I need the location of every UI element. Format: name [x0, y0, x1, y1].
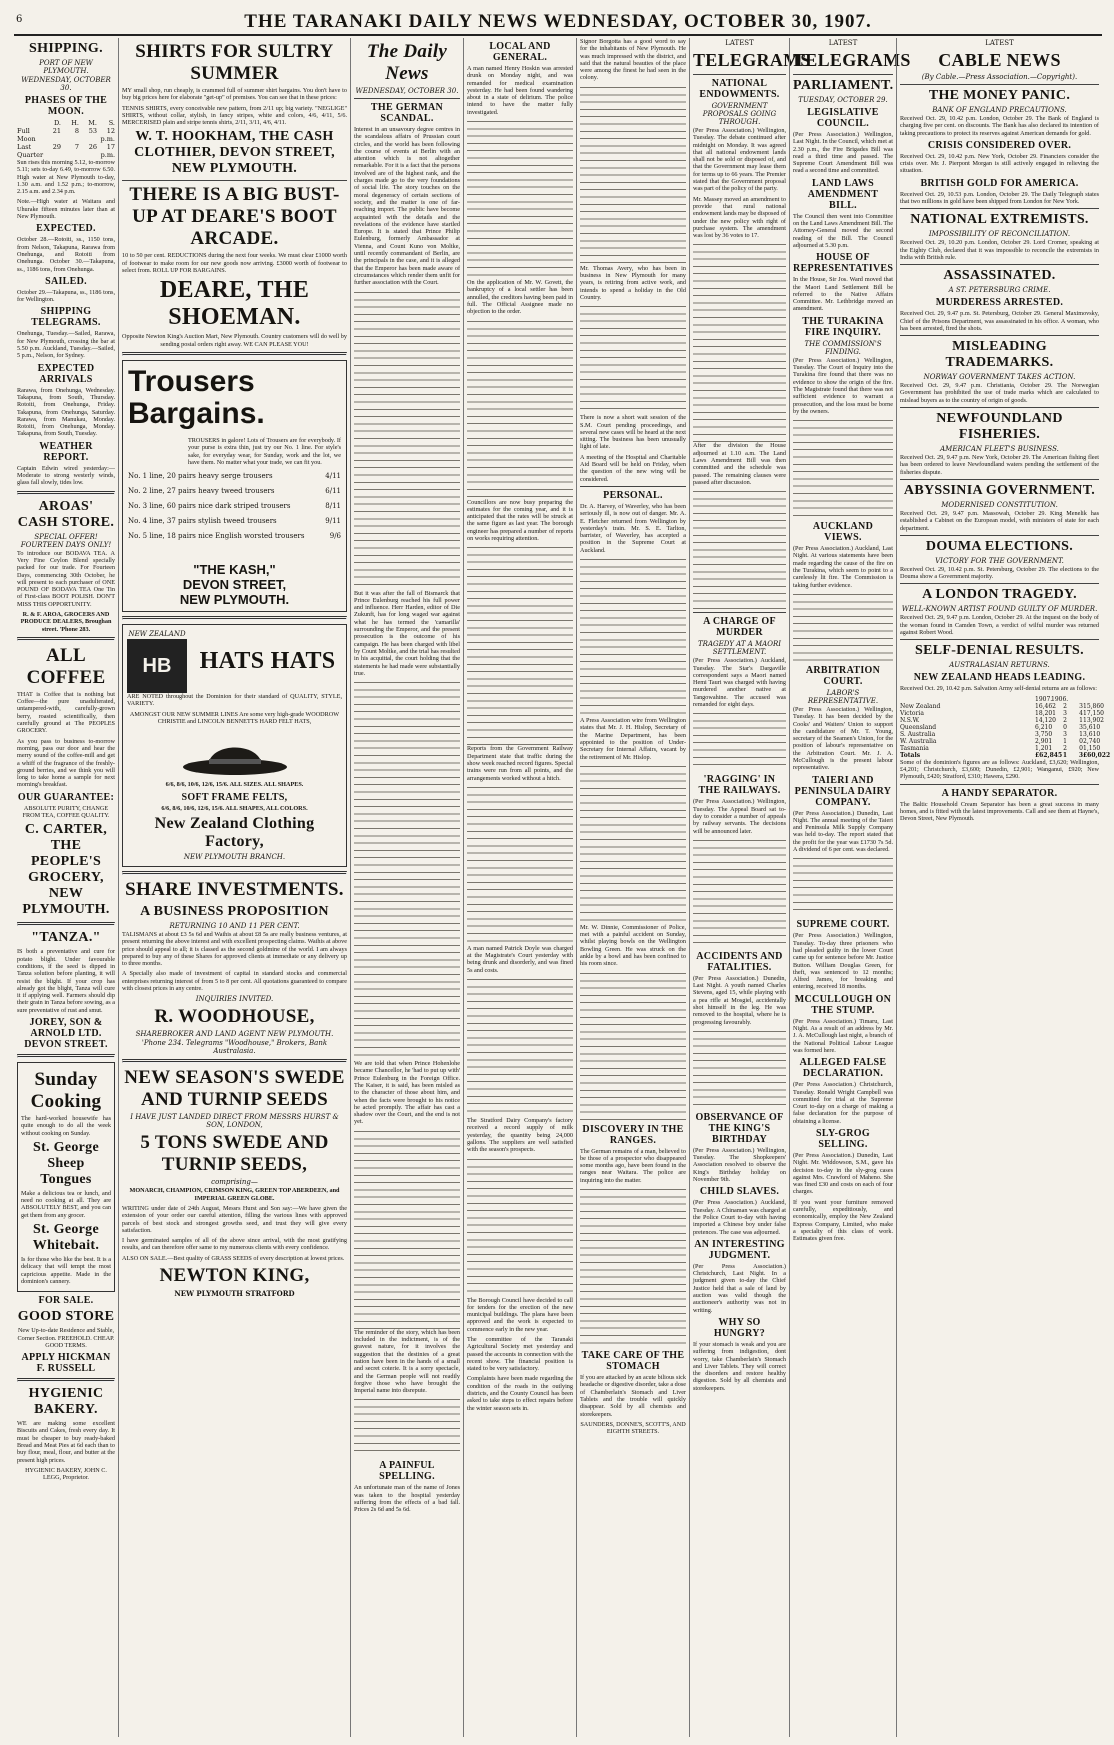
extremists-heading: NATIONAL EXTREMISTS. [910, 212, 1089, 228]
aroas-body: To introduce our BODAVA TEA. A Very Fine Ceylon Blend specially packed for our trade. For Fourteen Days, commencing 30th October, he will present to each purchaser of ONE POUND OF BODAVA TEA One Tin of First-class BOOT POLISH. DON'T MISS THIS OPPORTUNITY. [17, 549, 115, 608]
news-text-block [693, 711, 786, 771]
shirts-body-2: TENNIS SHIRTS, every conceivable new pattern, from 2/11 up; big variety. "NEGLIGE" SHIRTS, without collar, stylish, in fancy stripes, white and colors, 4/6, 4/11, 5/6. MERCERISED plain and stripe tennis shirts, 2/11, 3/11, 4/6, 4/11. [122, 104, 347, 127]
national-endowments-body: (Per Press Association.) Wellington, Tuesday. The debate continued after midnight on Monday. It was agreed that all national endowment lands shall not be sold or disposed of, and that the Government may lease them for terms up to 66 years. The Premier stated that the Government proposal was part of the policy of the party. [693, 127, 786, 193]
railways-heading: 'RAGGING' IN THE RAILWAYS. [698, 774, 781, 797]
hats-prices: 6/6, 8/6, 10/6, 12/6, 15/6. ALL SIZES. ALL SHAPES. [165, 781, 304, 789]
nzcf-heading: New Zealand Clothing Factory, [154, 814, 315, 850]
divider [693, 612, 786, 613]
bargains-title: Bargains. [128, 396, 265, 430]
good-store-heading: GOOD STORE [17, 1309, 115, 1325]
editorial-text-block [354, 1129, 460, 1329]
news-text-block [793, 418, 893, 518]
sailed-text: October 29.—Takapuna, ss., 1186 tons, for Wellington. [17, 288, 115, 304]
moon-row: Full Moon 21 8 53 12 p.m. [17, 127, 115, 143]
masthead [14, 10, 1102, 36]
stomach-body: If you are attacked by an acute bilious sick headache or digestive disorder, take a dose of Chamberlain's Stomach and Liver Tablets and the trouble will quickly disappear. Sold by all chemists and storekeepers. [580, 1374, 686, 1418]
coffee-body: THAT is Coffee that is nothing but Coffee—the pure unadulterated, untampered-with, carefully-grown berry, roasted scientifically, then carefully ground at The PEOPLES GROCERY. [17, 690, 115, 735]
local-heading: LOCAL AND GENERAL. [489, 41, 551, 63]
national-endowments-sub: GOVERNMENT PROPOSALS GOING THROUGH. [702, 102, 777, 126]
coffee-heading: ALL COFFEE [26, 644, 106, 688]
seeds-heading: NEW SEASON'S SWEDE AND TURNIP SEEDS [124, 1067, 345, 1111]
scandal-body-3: We are told that when Prince Hohenlohe became Chancellor, he 'had to put up with' Prince Eulenburg in the Foreign Office. The Kaiser, it is said, has been misled as to the character of those about him, and when the facts were brought to his notice he acted promptly. The affair has cast a shadow over the Court, and the end is not yet. [354, 1060, 460, 1126]
seeds-sub: I HAVE JUST LANDED DIRECT FROM MESSRS HURST & SON, LONDON, [130, 1113, 339, 1130]
news-text-block [467, 1157, 573, 1297]
table-row: S. Australia 3,750 3 1 3,610 [900, 730, 1101, 738]
tongues-heading: St. George Sheep Tongues [33, 1139, 99, 1187]
local-cont-2: Mr. Thomas Avery, who has been in business in New Plymouth for many years, is retiring from active work, and intends to spend a holiday in the Old Country. [580, 264, 686, 301]
hats-header [127, 629, 342, 693]
railways-body: (Per Press Association.) Wellington, Tuesday. The Appeal Board sat to-day to consider a number of appeals by railway servants. The decisions will be announced later. [693, 798, 786, 835]
self-denial-body: Some of the dominion's figures are as follows: Auckland, £3,620; Wellington, £4,201; Christchurch, £3,600; Dunedin, £2,901; Wanganui, £920; New Plymouth, £420; Stratford, £310; Hawera, £290. [900, 758, 1099, 781]
accidents-body: (Per Press Association.) Dunedin, Last Night. A youth named Charles Stevens, aged 15, while playing with a pea rifle at Mosgiel, accidentally shot himself in the leg. He was removed to the hospital, where he is progressing favourably. [693, 974, 786, 1026]
table-header: 1907. 1906. [1035, 695, 1069, 703]
british-gold-body: Received Oct. 29, 10.53 p.m. London, October 29. The Daily Telegraph states that two millions in gold have been shipped from London for New York. [900, 190, 1099, 206]
deare-heading: DEARE, THE SHOEMAN. [159, 277, 310, 331]
page-number: 6 [16, 14, 23, 25]
shirts-body: MY small shop, run cheaply, is crammed full of summer shirt bargains. You don't have to buy big prices here for elaborate "get-up" of premises. You can see that in these prices: [122, 87, 347, 102]
table-row: Victoria 18,201 3 4 17,150 [900, 709, 1104, 717]
aroas-heading: AROAS' CASH STORE. [17, 498, 115, 530]
whitebait-body: Is for those who like the best. It is a delicacy that will tempt the most capricious appetite. Made in the dominion's cannery. [21, 1256, 111, 1285]
abyssinia-heading: ABYSSINIA GOVERNMENT. [903, 482, 1096, 498]
divider [900, 335, 1099, 336]
news-text-block [467, 119, 573, 279]
table-row: W. Australia 2,901 1 0 2,740 [900, 737, 1101, 745]
cable-news-sub: (By Cable.—Press Association.—Copyright). [921, 73, 1078, 81]
expected-heading: EXPECTED. [36, 223, 96, 235]
weather-text: Captain Edwin wired yesterday:— Moderate to strong westerly winds, glass fall slowly, tides low. [17, 464, 115, 487]
news-text-block [467, 785, 573, 945]
bust-up-heading: THERE IS A BIG BUST-UP AT DEARE'S BOOT ARCADE. [129, 184, 340, 250]
scandal-body: Interest in an unsavoury degree centres in the scandalous affairs of Prussian court circles, and the world has been following the course of events at Berlin with an attention which is not altogether remarkable. For it is a fact that the persons involved are of the highest rank, and the charges made go to the very foundations of social life. The story touches on the moral degeneracy of certain sections of society, and the matter is one of far-reaching import. The public have become acquainted with the details and the revelations of the evidence have startled Europe. It is stated that Prince Philip Eulenburg, formerly Ambassador at Vienna, and Count Kuno von Moltke, until recently commandant of Berlin, are the principals in the case, and it is alleged that the Emperor has been made aware of circumstances which render them unfit for further association with the Court. [354, 126, 460, 287]
national-endowments-body-3: After the division the House adjourned at 1.10 a.m. The Land Laws Amendment Bill was then committed and the schedule was passed. The remaining clauses were passed after discussion. [693, 442, 786, 486]
painful-body: An unfortunate man of the name of Jones was taken to the hospital yesterday suffering from the effects of a bad fall. Prices 2s 6d and 5s 6d. [354, 1484, 460, 1514]
divider [900, 208, 1099, 209]
local-body-5: A man named Patrick Doyle was charged at the Magistrate's Court yesterday with being drunk and disorderly, and was fined 5s and costs. [467, 944, 573, 974]
news-text-block [467, 977, 573, 1117]
table-row: New Zealand 16,462 2 3 15,860 [900, 702, 1104, 710]
local-body: A man named Henry Hoskin was arrested drunk on Monday night, and was remanded for medical examination yesterday. He had been found wandering about in a state of delirium. The police intend to have the matter fully investigated. [467, 65, 573, 116]
separator-heading: A HANDY SEPARATOR. [941, 787, 1058, 799]
trousers-price-list [128, 469, 341, 544]
auckland-views-heading: AUCKLAND VIEWS. [812, 521, 874, 544]
abyssinia-sub: MODERNISED CONSTITUTION. [941, 500, 1058, 509]
news-text-block [580, 557, 686, 717]
parliament-date: TUESDAY, OCTOBER 29. [798, 96, 888, 104]
news-text-block [580, 304, 686, 414]
bust-up-body: 10 to 50 per cent. REDUCTIONS during the next four weeks. We must clear £1000 worth of footwear to make room for our new goods now arriving. £3000 worth of footwear to select from. ROLL UP FOR BARGAINS. [122, 252, 347, 275]
list-item: No. 3 line, 60 pairs nice dark striped trousers 8/11 [128, 502, 341, 511]
seeds-kinds: MONARCH, CHAMPION, CRIMSON KING, GREEN TOP ABERDEEN, and IMPERIAL GREEN GLOBE. [129, 1187, 340, 1202]
woodhouse-sub: SHAREBROKER AND LAND AGENT NEW PLYMOUTH. [135, 1030, 334, 1039]
aroas-special: SPECIAL OFFER! FOURTEEN DAYS ONLY! [20, 532, 112, 549]
hat-illustration-icon [180, 729, 290, 777]
self-denial-table [900, 695, 1111, 759]
divider [900, 407, 1099, 408]
money-panic-heading: THE MONEY PANIC. [928, 88, 1071, 103]
column-1 [14, 38, 118, 1737]
sunday-body: The hard-worked housewife has quite enough to do all the week without cooking on Sunday. [21, 1115, 111, 1137]
business-body-2: A Specially also made of investment of capital in standard stocks and commercial enterprises returning interest of from 5 to 8 per cent. All quotations guaranteed to compare with closest prices in any centre. [122, 970, 347, 993]
column-4 [463, 38, 576, 1737]
woodhouse-phone: 'Phone 234. Telegrams "Woodhouse," Brokers, Bank Australasia. [141, 1039, 328, 1056]
abyssinia-body: Received Oct. 29, 9.47 p.m. Massowah, October 29. King Menelik has established a Cabinet on the European model, with ministers of state for each department. [900, 509, 1099, 532]
local-cont-3: There is now a short wait session of the S.M. Court pending proceedings, and several new cases will be heard at the next sitting. The business has been unusually light of late. [580, 414, 686, 451]
list-item: No. 2 line, 27 pairs heavy tweed trousers 6/11 [128, 487, 341, 496]
assassinated-sub: A ST. PETERSBURG CRIME. [948, 286, 1051, 295]
column-3 [350, 38, 463, 1737]
apply-line: APPLY HICKMAN F. RUSSELL [21, 1352, 111, 1375]
trademarks-body: Received Oct. 29, 9.47 p.m. Christiania, October 29. The Norwegian Government has prohibited the use of trade marks which are calculated to mislead buyers as to the country of origin of goods. [900, 382, 1099, 404]
arrivals-text: Rarawa, from Onehunga, Wednesday. Takapuna, from South, Thursday. Rotoiti, from Onehunga, Friday. Takapuna, from Onehunga, Saturday. Rarawa, from Manukau, Monday. Rotoiti, from Onehunga, Monday. Takapuna, from South, Tuesday. [17, 386, 115, 438]
newfoundland-heading: NEWFOUNDLAND FISHERIES. [936, 411, 1063, 443]
mccullough-heading: MCCULLOUGH ON THE STUMP. [794, 993, 892, 1016]
national-endowments-body-2: Mr. Massey moved an amendment to provide that rural national endowment lands may be disposed of under the new policy with right of purchase system. The amendment was lost by 36 votes to 17. [693, 195, 786, 240]
scandal-heading: THE GERMAN SCANDAL. [370, 102, 444, 124]
news-text-block [693, 838, 786, 948]
accidents-heading: ACCIDENTS AND FATALITIES. [696, 950, 783, 973]
tanza-heading: "TANZA." [31, 930, 101, 946]
divider [900, 784, 1099, 785]
news-text-block [467, 545, 573, 745]
murderess-heading: MURDERESS ARRESTED. [935, 297, 1064, 309]
trademarks-heading: MISLEADING TRADEMARKS. [945, 339, 1054, 371]
weather-heading: WEATHER REPORT. [39, 440, 93, 463]
auckland-views-body: (Per Press Association.) Auckland, Last Night. At various statements have been made regarding the cause of the fire on the Turakina, which seem to point to a carelessly lit fire. The Commission is taking further evidence. [793, 545, 893, 589]
shipping-heading: SHIPPING. [29, 41, 103, 56]
judgment-body: (Per Press Association.) Christchurch, Last Night. In a judgment given to-day the Chief Justice held that a sale of land by auction was valid though the auctioneer's authority was not in writing. [693, 1262, 786, 1314]
masthead-title: THE TARANAKI DAILY NEWS WEDNESDAY, OCTOBER 30, 1907. [244, 11, 872, 32]
divider [122, 616, 347, 620]
douma-heading: DOUMA ELECTIONS. [925, 538, 1074, 554]
council-heading: LEGISLATIVE COUNCIL. [807, 107, 879, 129]
discovery-heading: DISCOVERY IN THE RANGES. [582, 1123, 684, 1146]
tide-note: Sun rises this morning 5.12, to-morrow 5.11; sets to-day 6.49, to-morrow 6.50. High water at New Plymouth to-day, 1.30 a.m. and 1.52 p.m.; to-morrow, 2.15 a.m. and 2.34 p.m. [17, 159, 115, 196]
column-7 [789, 38, 911, 1737]
commission-heading: THE COMMISSION'S FINDING. [804, 339, 882, 356]
separator-body: The Baltic Household Cream Separator has been a great success in many homes, and is fitted with the latest improvements. Call and see them at Hayne's, Devon Street, New Plymouth. [900, 800, 1099, 823]
house-heading: HOUSE OF REPRESENTATIVES [793, 252, 894, 275]
national-endowments-heading: NATIONAL ENDOWMENTS. [699, 78, 780, 100]
news-text-block [467, 319, 573, 499]
telegrams-heading: TELEGRAMS [793, 50, 911, 70]
date-line: WEDNESDAY, OCTOBER 30. [21, 76, 111, 92]
divider [17, 922, 115, 926]
news-text-block [693, 242, 786, 442]
business-sub: RETURNING 10 AND 11 PER CENT. [169, 921, 300, 930]
soft-felts-prices: 6/6, 8/6, 10/6, 12/6, 15/6. ALL SHAPES, ALL COLORS. [161, 804, 308, 812]
expected-text: October 28.—Rotoiti, ss., 1150 tons, from Nelson, Takapuna, Rarawa from Onehunga, and Rotoiti from Onehunga. October 30.—Takapuna, ss., 1186 tons, from Onehunga. [17, 236, 115, 273]
seeds-body: WRITING under date of 24th August, Messrs Hurst and Son say:—We have given the extension of your order our careful attention, filling the various lines with approved parcels of best stock and strongest growths seed, and trust they will give every satisfaction. [122, 1204, 347, 1234]
kings-birthday-heading: OBSERVANCE OF THE KING'S BIRTHDAY [695, 1111, 784, 1145]
divider [17, 491, 115, 495]
personal-body: Dr. A. Harvey, of Waverley, who has been seriously ill, is now out of danger. Mr. A. E. Fletcher returned from Wellington by yesterday's train. Mr. S. E. Tarlton, barrister, of Waverley, has accepted a position in the Supreme Court at Auckland. [580, 502, 686, 554]
child-slaves-body: (Per Press Association.) Auckland, Tuesday. A Chinaman was charged at the Police Court to-day with having imported a Chinese boy under false pretences. The case was adjourned. [693, 1199, 786, 1236]
local-body-3: Councillors are now busy preparing the estimates for the coming year, and it is anticipated that the rates will be struck at the same figure as last year. The borough engineer has prepared a number of reports on works requiring attention. [467, 498, 573, 543]
house-body: In the House, Sir Jos. Ward moved that the Maori Land Settlement Bill be referred to the Native Affairs Committee. Mr. Lethbridge moved an amendment. [793, 276, 893, 313]
editorial-text-block [354, 290, 460, 590]
land-laws-body: The Council then went into Committee on the Land Laws Amendment Bill. The Attorney-General moved the second reading of the Bill. The Council adjourned at 5.30 p.m. [793, 212, 893, 249]
port-line: PORT OF NEW PLYMOUTH. [39, 59, 93, 75]
coffee-body-2: As you pass to business to-morrow morning, pass our door and hear the merry sound of the coffee-mill and get a whiff of the fragrance of the freshly-ground berries, and we think you will long to take home a sample for next morning's breakfast. [17, 737, 115, 789]
editorial-date: WEDNESDAY, OCTOBER 30. [355, 87, 459, 95]
table-row: N.S.W. 14,120 2 1 13,902 [900, 716, 1104, 724]
judgment-heading: AN INTERESTING JUDGMENT. [694, 1238, 785, 1261]
nzcf-sub: NEW PLYMOUTH BRANCH. [183, 852, 286, 861]
table-row: Queensland 6,210 0 3 5,610 [900, 723, 1101, 731]
false-declaration-body: (Per Press Association.) Christchurch, Tuesday. Ronald Wright Campbell was committed for trial at the Supreme Court to-day on a charge of making a false declaration for the purpose of obtaining a license. [793, 1081, 893, 1125]
divider [793, 74, 893, 75]
sale-heading: FOR SALE. [38, 1295, 94, 1307]
divider [580, 486, 686, 487]
hungry-heading: WHY SO HUNGRY? [713, 1316, 766, 1339]
extremists-body: Received Oct. 29, 10.20 p.m. London, October 29. Lord Cromer, speaking at the Eighty Club, declared that it was impossible to reconcile the extremists in India with British rule. [900, 239, 1099, 261]
sly-grog-heading: SLY-GROG SELLING. [816, 1128, 870, 1150]
sunday-heading: Sunday Cooking [30, 1069, 102, 1112]
news-text-block [693, 489, 786, 609]
murder-sub: TRAGEDY AT A MAORI SETTLEMENT. [698, 640, 781, 657]
parliament-heading: PARLIAMENT. [793, 78, 894, 93]
moon-heading: PHASES OF THE MOON. [24, 95, 108, 117]
mccullough-body: (Per Press Association.) Timaru, Last Night. As a result of an address by Mr. J. A. McCullough last night, a branch of the National Political Labour League was formed here. [793, 1017, 893, 1054]
labor-heading: LABOR'S REPRESENTATIVE. [807, 688, 879, 705]
local-body-4: Reports from the Government Railway Department state that traffic during the show week reached record figures. Special trains were run from all points, and the arrangements worked without a hitch. [467, 745, 573, 782]
list-item: No. 5 line, 18 pairs nice English worsted trousers 9/6 [128, 532, 341, 541]
hats-logo-block [127, 629, 187, 693]
furniture-removal-ad: If you want your furniture removed carefully, expeditiously, and economically, employ the New Zealand Express Company, Limited, who make a specialty of this class of work. Estimates given free. [793, 1198, 893, 1243]
assassinated-heading: ASSASSINATED. [943, 268, 1056, 284]
hats-lines: AMONGST OUR NEW SUMMER LINES Are some very high-grade WOODROW CHRISTIE and LINCOLN BENNETTS HARD FELT HATS, [129, 710, 340, 726]
arbitration-heading: ARBITRATION COURT. [805, 664, 881, 687]
divider [122, 180, 347, 181]
deare-body: Opposite Newton King's Auction Mart, New Plymouth. Country customers will do well by sending postal orders right away. WE CAN PLEASE YOU! [122, 333, 347, 348]
divider [17, 1378, 115, 1382]
labor-body: (Per Press Association.) Wellington, Tuesday. It has been decided by the Cooks' and Waiters' Union to support the candidature of Mr. T. Young, secretary of the Seamen's Union, for the position of labour's representative on the Arbitration Court. Mr. J. A. McCullough is the present labour representative. [793, 705, 893, 772]
council-body: (Per Press Association.) Wellington, Last Night. In the Council, which met at 2.30 p.m., the Fire Brigades Bill was read a third time and passed. The Supreme Court Amendment Bill was read a second time and committed. [793, 131, 893, 175]
local-cont-4: A meeting of the Hospital and Charitable Aid Board will be held on Friday, when the question of the new wing will be considered. [580, 453, 686, 483]
telegrams-heading: TELEGRAMS [693, 50, 811, 70]
nz-leading-heading: NEW ZEALAND HEADS LEADING. [913, 672, 1086, 684]
divider [900, 84, 1099, 85]
divider [122, 352, 347, 356]
supreme-court-heading: SUPREME COURT. [796, 919, 890, 931]
guarantee-text: ABSOLUTE PURITY, CHANGE FROM TEA, COFFEE QUALITY. [22, 804, 110, 820]
sailed-heading: SAILED. [45, 275, 87, 287]
editorial-text-block [354, 680, 460, 1060]
british-gold-heading: BRITISH GOLD FOR AMERICA. [920, 177, 1079, 189]
guarantee-heading: OUR GUARANTEE: [17, 791, 115, 803]
whitebait-heading: St. George Whitebait. [32, 1222, 100, 1254]
divider [900, 479, 1099, 480]
stomach-heading: TAKE CARE OF THE STOMACH [581, 1350, 685, 1373]
kash-line-3: NEW PLYMOUTH. [179, 592, 290, 608]
newfoundland-sub: AMERICAN FLEET'S BUSINESS. [940, 445, 1059, 454]
arrivals-heading: EXPECTED ARRIVALS [37, 362, 95, 385]
local-body-2: On the application of Mr. W. Govett, the bankruptcy of a local settler has been annulled, the creditors having been paid in full. The Official Assignee made no objection to the order. [467, 279, 573, 316]
column-8 [896, 38, 1111, 1737]
jorey-heading: JOREY, SON & ARNOLD LTD. DEVON STREET. [24, 1017, 108, 1050]
commission-body: (Per Press Association.) Wellington, Tuesday. The Court of Inquiry into the Turakina fire found that there was no evidence to show the origin of the fire. The Magistrate found that there was not sufficient evidence to warrant a prosecution, and the loss must be borne by the owners. [793, 356, 893, 415]
london-tragedy-body: Received Oct. 29, 9.47 p.m. London, October 29. At the inquest on the body of the woman found in Camden Town, a verdict of wilful murder was returned against Robert Wood. [900, 614, 1099, 637]
table-total-row: Totals £62,845 1 3 £60,022 [900, 751, 1111, 759]
hookham-heading: W. T. HOOKHAM, THE CASH CLOTHIER, DEVON STREET, NEW PLYMOUTH. [134, 129, 335, 177]
personal-body-2: A Press Association wire from Wellington states that Mr. J. H. Hislop, Secretary of the Marine Department, has been appointed to the position of Under-Secretary for Internal Affairs, vacant by the retirement of Mr. Hislop. [580, 717, 686, 761]
self-denial-sub: AUSTRALASIAN RETURNS. [949, 661, 1050, 670]
daily-news-logo: The Daily News [366, 41, 448, 84]
money-panic-sub: BANK OF ENGLAND PRECAUTIONS. [932, 106, 1067, 114]
shipping-telegrams-heading: SHIPPING TELEGRAMS. [31, 306, 101, 329]
business-body: TALISMANS at about £3 5s 6d and Waihis at about £8 5s are really business ventures, at present returning the above interest and with excellent prospecting claims. Waihis at above price should appeal to all; it is classed as the second goldmine of the world. I am always prepared to buy any of these Shares for approved clients at immediate or any delivery up to three months. [122, 930, 347, 968]
bakery-body: WE are making some excellent Biscuits and Cakes, fresh every day. It must be cheaper to buy ready-baked Bread and Meat Pies at 6d each than to buy flour, meal, flour, and butter at the present high prices. [17, 1420, 115, 1464]
column-6 [689, 38, 811, 1737]
douma-sub: VICTORY FOR THE GOVERNMENT. [935, 556, 1064, 565]
woodhouse-heading: R. WOODHOUSE, [154, 1006, 315, 1028]
land-laws-heading: LAND LAWS AMENDMENT BILL. [807, 177, 879, 211]
local-body-7: The Borough Council have decided to call for tenders for the erection of the new municipal buildings. The plans have been approved and the work is expected to commence early in the new year. [467, 1296, 573, 1333]
hb-logo: HB [127, 639, 187, 693]
kash-line-1: "THE KASH," [193, 562, 276, 578]
latest-label: LATEST [985, 39, 1014, 47]
divider [122, 1059, 347, 1063]
local-body-8: The committee of the Taranaki Agricultural Society met yesterday and passed the accounts in connection with the recent show. The financial position is stated to be very satisfactory. [467, 1335, 573, 1373]
taieri-heading: TAIERI AND PENINSULA DAIRY COMPANY. [794, 774, 892, 808]
column-2 [118, 38, 350, 1737]
false-declaration-heading: ALLEGED FALSE DECLARATION. [799, 1057, 887, 1080]
hats-heading: HATS HATS [199, 648, 336, 675]
carter-heading: C. CARTER, THE PEOPLE'S GROCERY, NEW PLYMOUTH. [22, 822, 110, 918]
divider [900, 583, 1099, 584]
latest-label: LATEST [828, 39, 858, 47]
aroas-signature: R. & F. AROA, GROCERS AND PRODUCE DEALERS, Broughan street. 'Phone 283. [20, 610, 112, 633]
list-item: No. 1 line, 20 pairs heavy serge trousers 4/11 [128, 472, 341, 481]
good-store-body: New Up-to-date Residence and Stable, Corner Section. FREEHOLD. CHEAP. GOOD TERMS. [17, 1327, 115, 1349]
seeds-body-2: I have germinated samples of all of the above since arrival, with the most gratifying results, and can therefore offer same to my numerous clients with every confidence. [122, 1237, 347, 1252]
moon-table-header: D. H. M. S. [53, 119, 115, 127]
divider [900, 639, 1099, 640]
streets-line: SAUNDERS, DONNE'S, SCOTT'S, AND EIGHTH STREETS. [580, 1420, 686, 1436]
divider [122, 871, 347, 875]
list-item: No. 4 line, 37 pairs stylish tweed trousers 9/11 [128, 517, 341, 526]
nz-leading-body: Received Oct. 29, 10.42 p.m. Salvation Army self-denial returns are as follows: [900, 685, 1097, 693]
seeds-comprising: comprising— [211, 1178, 258, 1187]
seeds-tons: 5 TONS SWEDE AND TURNIP SEEDS, [140, 1132, 329, 1176]
bakery-signature: HYGIENIC BAKERY, JOHN C. LEGG, Proprietor. [25, 1466, 107, 1482]
crisis-heading: CRISIS CONSIDERED OVER. [927, 139, 1072, 151]
money-panic-body: Received Oct. 29, 10.42 p.m. London, October 29. The Bank of England is charging five per cent. on discounts. The Bank has also declared its intention of taking precautions to protect its reserves against American demands for gold. [900, 115, 1099, 137]
crisis-body: Received Oct. 29, 10.42 p.m. New York, October 29. Financiers consider the crisis over. Mr. J. Pierpont Morgan is still actively engaged in relieving the situation. [900, 152, 1099, 175]
turakina-heading: THE TURAKINA FIRE INQUIRY. [802, 315, 884, 338]
hats-brand: NEW ZEALAND [128, 630, 186, 639]
scandal-body-2: But it was after the fall of Bismarck that Prince Eulenburg reached his full power and influence. Herr Harden, editor of Die Zukunft, has for long waged war against what he has termed the 'camarilla' surrounding the Emperor, and the present prosecution is the outcome of his campaign. He has been charged with libel by Count Moltke, and the trial has resulted in his acquittal, the court holding that the statements he had made were substantially true. [354, 589, 460, 677]
seeds-also: ALSO ON SALE.—Best quality of GRASS SEEDS of every description at lowest prices. [122, 1254, 345, 1262]
divider [900, 535, 1099, 536]
kings-birthday-body: (Per Press Association.) Wellington, Tuesday. The Shopkeepers' Association resolved to observe the King's Birthday holiday on November 9th. [693, 1146, 786, 1184]
local-body-6: The Stratford Dairy Company's factory received a record supply of milk yesterday, the quantity being 24,000 gallons. The suppliers are well satisfied with the season's prospects. [467, 1117, 573, 1154]
inquiries: INQUIRIES INVITED. [195, 995, 274, 1004]
local-cont: Signor Borgotta has a good word to say for the inhabitants of New Plymouth. He was much impressed with the district, and said that the natural beauties of the place were among the finest he had seen in the colony. [580, 38, 686, 82]
london-tragedy-heading: A LONDON TRAGEDY. [922, 587, 1077, 603]
murderess-body: Received Oct. 29, 9.47 p.m. St. Petersburg, October 29. General Maximovsky, Chief of the Prisons Department, was assassinated in his office. A woman, who has been arrested, fired the shots. [900, 310, 1099, 332]
hungry-body: If your stomach is weak and you are suffering from indigestion, dont worry, take Chamberlain's Stomach and Liver Tablets. They will correct the disorders and restore healthy digestion. Sold by all chemists and storekeepers. [693, 1340, 786, 1392]
news-text-block [793, 592, 893, 662]
trousers-title: Trousers [128, 364, 255, 398]
news-text-block [580, 971, 686, 1121]
share-heading: SHARE INVESTMENTS. [125, 878, 344, 900]
kash-line-2: DEVON STREET, [182, 577, 287, 593]
cable-news-heading: CABLE NEWS [938, 50, 1061, 70]
news-text-block [693, 1029, 786, 1109]
divider [17, 1054, 115, 1058]
moon-row: Last Quarter 29 7 26 17 p.m. [17, 143, 116, 159]
tanza-body: IS both a preventative and cure for potato blight. Under favourable conditions, if the seed is dipped in Tanza solution before planting, it will resist the blight. If your crop has already got the blight, Tanza will cure it if applying well. Farmers should dip their grain in Tanza before sowing, as a sure preventative of rust and smut. [17, 948, 115, 1014]
news-text-block [793, 856, 893, 916]
column-5 [576, 38, 689, 1737]
soft-felts-heading: SOFT FRAME FELTS, [181, 791, 288, 803]
tide-note-2: Note.—High water at Waitara and Uhurake fifteen minutes later than at New Plymouth. [17, 198, 115, 221]
divider [900, 264, 1099, 265]
personal-body-3: Mr. W. Dinnie, Commissioner of Police, met with a painful accident on Sunday, whilst playing bowls on the Wellington Bowling Green. He was struck on the ankle by a bowl and has been confined to his room since. [580, 923, 686, 968]
child-slaves-heading: CHILD SLAVES. [699, 1186, 780, 1198]
shipping-telegrams-text: Onehunga, Tuesday.—Sailed, Rarawa, for New Plymouth, crossing the bar at 5.50 p.m. Auckland, Tuesday.—Sailed, 5 p.m., Nelson, for Sydney. [17, 330, 115, 360]
shirts-heading: SHIRTS FOR SULTRY SUMMER [135, 41, 334, 84]
hats-body: ARE NOTED throughout the Dominion for their standard of QUALITY, STYLE, VARIETY. [127, 693, 342, 708]
hats-ad [122, 624, 347, 867]
personal-heading: PERSONAL. [603, 489, 663, 501]
business-heading: A BUSINESS PROPOSITION [140, 903, 329, 919]
murder-body: (Per Press Association.) Auckland, Tuesday. The Star's Dargaville correspondent says a Maori named Hemi Tauri was charged with having murdered another native at Tangowahine. The accused was remanded for eight days. [693, 657, 786, 709]
trademarks-sub: NORWAY GOVERNMENT TAKES ACTION. [923, 373, 1076, 382]
bakery-heading: HYGIENIC BAKERY. [28, 1386, 104, 1418]
scandal-body-4: The reminder of the story, which has been included in the indictment, is of the gravest nature, for it involves the suggestion that the destinies of a great nation have been in the hands of a small and secret coterie. It is a sorry spectacle, and the German people will not readily forgive those who have brought the Imperial name into disrepute. [354, 1328, 460, 1395]
painful-heading: A PAINFUL SPELLING. [379, 1460, 435, 1483]
table-row: Tasmania 1,201 2 0 1,150 [900, 744, 1101, 752]
newton-king-heading: NEWTON KING, [159, 1264, 310, 1286]
tongues-body: Make a delicious tea or lunch, and need no cooking at all. They are ABSOLUTELY BEST, and you can get them from any grocer. [21, 1189, 111, 1219]
divider [354, 98, 460, 99]
self-denial-heading: SELF-DENIAL RESULTS. [915, 643, 1084, 659]
newfoundland-body: Received Oct. 29, 9.47 p.m. New York, October 29. The American fishing fleet has been ordered to leave Newfoundland waters pending the settlement of the fisheries dispute. [900, 454, 1099, 476]
taieri-body: (Per Press Association.) Dunedin, Last Night. The annual meeting of the Taieri and Peninsula Milk Supply Company was held to-day. The report stated that the profit for the year was £1730 7s 5d. A dividend of 6 per cent. was declared. [793, 809, 893, 854]
sunday-cooking-ad [17, 1062, 115, 1292]
trousers-body: TROUSERS in galore! Lots of Trousers are for everybody. If your purse is extra thin, just try our No. 1 line. For style's sake, for everyday wear, for Sunday, work and the lot, we have them. No matter what your trade, we can fit you. [188, 436, 341, 466]
discovery-body: The German remains of a man, believed to be those of a prospector who disappeared some months ago, have been found in the ranges near Waitara. The police are inquiring into the matter. [580, 1147, 686, 1184]
editorial-text-block [354, 1397, 460, 1457]
newton-king-sub: NEW PLYMOUTH STRATFORD [174, 1288, 295, 1298]
sly-grog-body: (Per Press Association.) Dunedin, Last Night. Mr. Widdowson, S.M., gave his decision to-day in the sly-grog cases against Mrs. Crawford of Maheno. She was fined £30 and costs on each of four charges. [793, 1152, 893, 1196]
douma-body: Received Oct. 29, 10.42 p.m. St. Petersburg, October 29. The elections to the Douma show a Government majority. [900, 565, 1099, 581]
news-text-block [580, 1187, 686, 1347]
divider [693, 74, 786, 75]
london-tragedy-sub: WELL-KNOWN ARTIST FOUND GUILTY OF MURDER. [901, 605, 1098, 614]
news-text-block [580, 764, 686, 924]
news-text-block [580, 85, 686, 265]
extremists-sub: IMPOSSIBILITY OF RECONCILIATION. [928, 230, 1071, 239]
murder-heading: A CHARGE OF MURDER [703, 616, 776, 639]
local-body-9: Complaints have been made regarding the condition of the roads in the outlying districts, and the County Council has been asked to take steps to effect repairs before the winter season sets in. [467, 1375, 573, 1412]
divider [17, 637, 115, 641]
supreme-court-body: (Per Press Association.) Wellington, Tuesday. To-day three prisoners who had pleaded guilty in the lower Court came up for sentence before Mr. Justice Button. William Douglas Green, for theft, was sentenced to 12 months; Alfred James, for breaking and entering, received 18 months. [793, 932, 893, 991]
trousers-ad [122, 360, 347, 612]
columns [14, 38, 1111, 1737]
latest-label: LATEST [725, 39, 754, 47]
